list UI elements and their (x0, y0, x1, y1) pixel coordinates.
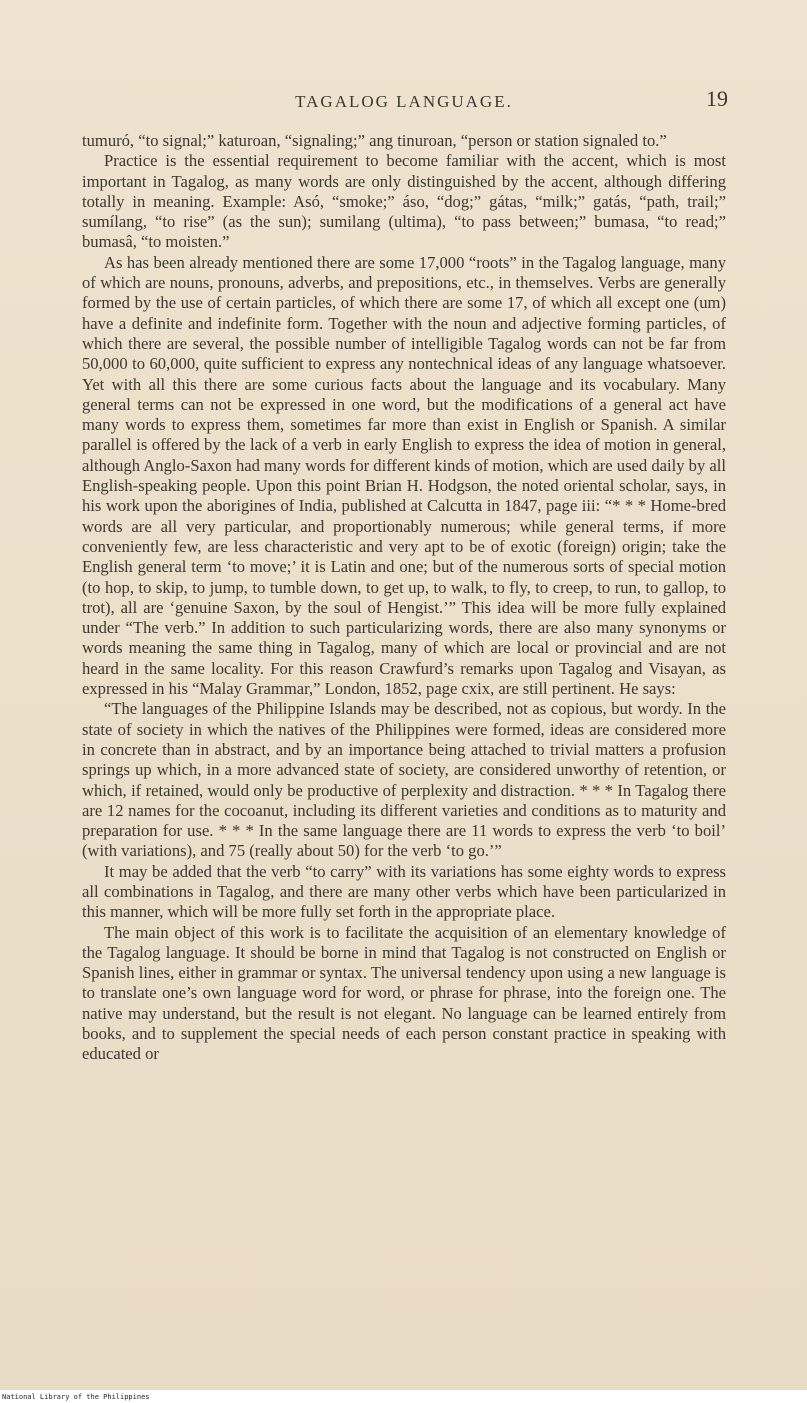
paragraph-main-object: The main object of this work is to facilitate the acquisition of an elementary knowledge of the Tagalog language. It should be borne in mind that Tagalog is not constructed on English or Spanish lines, either in grammar or syntax. The universal tendency upon using a new language is to translate one’s own language word for word, or phrase for phrase, into the foreign one. The native may understand, but the result is not elegant. No language can be learned entirely from books, and to supplement the special needs of each person constant practice in speaking with educated or (82, 922, 726, 1064)
body-text (82, 131, 726, 1065)
page-number: 19 (706, 86, 728, 111)
paragraph-quotation: “The languages of the Philippine Islands may be described, not as copious, but wordy. In the state of society in which the natives of the Philippines were formed, ideas are considered more in concrete than in abstract, and by an importance being attached to trivial matters a profusion springs up which, in a more advanced state of society, are considered unworthy of retention, or which, if retained, would only be productive of perplexity and distraction. * * * In Tagalog there are 12 names for the cocoanut, including its different varieties and conditions as to maturity and preparation for use. * * * In the same language there are 11 words to express the verb ‘to boil’ (with variations), and 75 (really about 50) for the verb ‘to go.’” (82, 699, 726, 861)
running-title: TAGALOG LANGUAGE. (295, 92, 513, 111)
paragraph-to-carry: It may be added that the verb “to carry” with its variations has some eighty words to express all combinations in Tagalog, and there are many other verbs which have been particularized in this manner, which will be more fully set forth in the appropriate place. (82, 861, 726, 922)
paragraph-roots: As has been already mentioned there are some 17,000 “roots” in the Tagalog language, many of which are nouns, pronouns, adverbs, and prepositions, etc., in themselves. Verbs are generally formed by the use of certain particles, of which there are some 17, of which all except one (um) have a definite and indefinite form. Together with the noun and adjective forming particles, of which there are several, the possible number of intelligible Tagalog words can not be far from 50,000 to 60,000, quite sufficient to express any nontechnical ideas of any language whatsoever. Yet with all this there are some curious facts about the language and its vocabulary. Many general terms can not be expressed in one word, but the modifications of a general act have many words to express them, sometimes far more than exist in English or Spanish. A similar parallel is offered by the lack of a verb in early English to express the idea of motion in general, although Anglo-Saxon had many words for different kinds of motion, which are used daily by all English-speaking people. Upon this point Brian H. Hodgson, the noted oriental scholar, says, in his work upon the aborigines of India, published at Calcutta in 1847, page iii: “* * * Home-bred words are all very particular, and proportionably numerous; while general terms, if more conveniently few, are less characteristic and very apt to be of exotic (foreign) origin; take the English general term ‘to move;’ it is Latin and one; but of the numerous sorts of special motion (to hop, to skip, to jump, to tumble down, to get up, to walk, to fly, to creep, to run, to gallop, to trot), all are ‘genuine Saxon, by the soul of Hengist.’” This idea will be more fully explained under “The verb.” In addition to such particularizing words, there are also many synonyms or words meaning the same thing in Tagalog, many of which are local or provincial and are not heard in the same locality. For this reason Crawfurd’s remarks upon Tagalog and Visayan, as expressed in his “Malay Grammar,” London, 1852, page cxix, are still pertinent. He says: (82, 252, 726, 699)
library-credit: National Library of the Philippines (2, 1393, 150, 1401)
page-header (80, 86, 728, 116)
paragraph-continuation: tumuró, “to signal;” katuroan, “signaling;” ang tinuroan, “person or station signaled to.” (82, 131, 667, 150)
paragraph-accent: Practice is the essential requirement to become familiar with the accent, which is most important in Tagalog, as many words are only distinguished by the accent, although differing totally in meaning. Example: Asó, “smoke;” áso, “dog;” gátas, “milk;” gatás, “path, trail;” sumílang, “to rise” (as the sun); sumilang (ultima), “to pass between;” bumasa, “to read;” bumasâ, “to moisten.” (82, 151, 726, 252)
